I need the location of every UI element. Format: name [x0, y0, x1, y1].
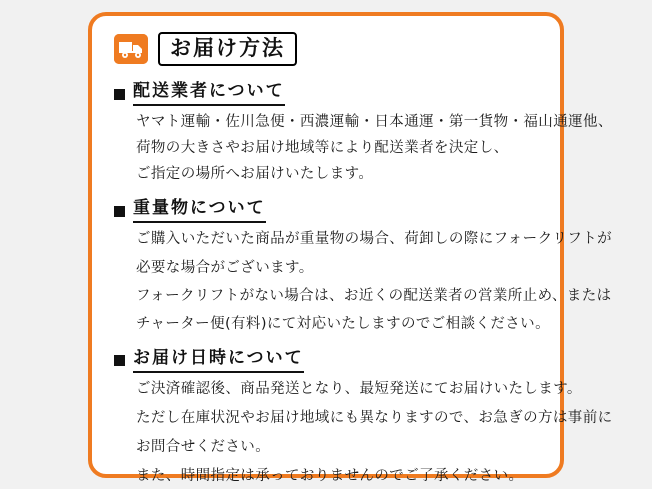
section-delivery-datetime: [114, 347, 613, 487]
body-line: ヤマト運輸・佐川急便・西濃運輸・日本通運・第一貨物・福山通運他、: [136, 114, 613, 131]
square-bullet-icon: [114, 355, 125, 366]
delivery-truck-icon: [114, 34, 148, 64]
section-body: [114, 112, 613, 185]
section-header: [114, 347, 540, 373]
section-heavy-items: [114, 197, 613, 334]
section-header: [114, 80, 540, 106]
section-body: [114, 379, 613, 487]
body-line: また、時間指定は承っておりませんのでご了承ください。: [136, 467, 524, 484]
square-bullet-icon: [114, 206, 125, 217]
body-line: 必要な場合がございます。: [136, 259, 314, 276]
body-line: チャーター便(有料)にて対応いたしますのでご相談ください。: [136, 315, 550, 332]
body-line: ご決済確認後、商品発送となり、最短発送にてお届けいたします。: [136, 380, 582, 397]
body-line: 荷物の大きさやお届け地域等により配送業者を決定し、: [136, 140, 509, 157]
card-header: [114, 32, 540, 66]
body-line: お問合せください。: [136, 438, 271, 455]
section-header: [114, 197, 540, 223]
section-title: お届け日時について: [133, 347, 304, 373]
section-title: 配送業者について: [133, 80, 285, 106]
card-content: [92, 16, 613, 484]
square-bullet-icon: [114, 89, 125, 100]
delivery-info-card: [88, 12, 613, 484]
section-shipping-carrier: [114, 80, 613, 185]
body-line: ご指定の場所へお届けいたします。: [136, 166, 374, 183]
page-title: お届け方法: [158, 32, 297, 66]
section-body: [114, 229, 613, 334]
section-title: 重量物について: [133, 197, 266, 223]
body-line: ただし在庫状況やお届け地域にも異なりますので、お急ぎの方は事前に: [136, 409, 613, 426]
body-line: フォークリフトがない場合は、お近くの配送業者の営業所止め、または: [136, 287, 612, 304]
body-line: ご購入いただいた商品が重量物の場合、荷卸しの際にフォークリフトが: [136, 231, 613, 248]
